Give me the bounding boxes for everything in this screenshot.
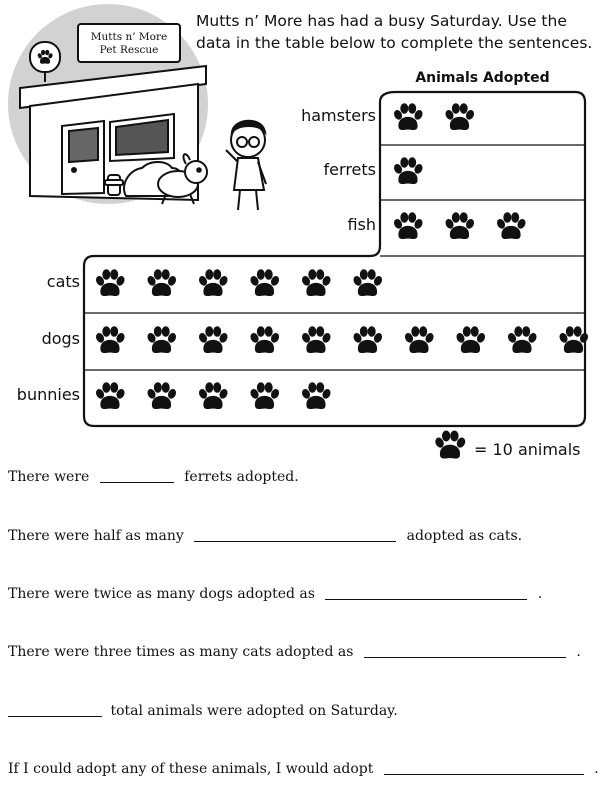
sign-text-line-1: Mutts n’ More (90, 31, 168, 43)
sentence-5-after: total animals were adopted on Saturday. (110, 703, 398, 719)
paw-icon (94, 269, 126, 296)
sign-text-line-2: Pet Rescue (99, 44, 159, 56)
paw-icon (197, 326, 229, 353)
paw-icon (146, 382, 178, 409)
sentence-1-before: There were (8, 469, 90, 485)
paw-icon (495, 212, 527, 239)
paw-icon (249, 269, 281, 296)
row-label-dogs: dogs (41, 329, 80, 348)
paw-icon (455, 326, 487, 353)
sentence-2-after: adopted as cats. (406, 528, 523, 544)
sentence-4-before: There were three times as many cats adopted as (8, 644, 354, 660)
row-label-cats: cats (46, 272, 80, 291)
paw-icon (249, 326, 281, 353)
answer-blank-1[interactable] (100, 468, 174, 483)
sentence-6-before: If I could adopt any of these animals, I would adopt (8, 761, 374, 777)
row-label-fish: fish (347, 215, 376, 234)
row-label-hamsters: hamsters (301, 106, 376, 125)
answer-blank-5[interactable] (8, 702, 102, 717)
sentence-3-before: There were twice as many dogs adopted as (8, 586, 315, 602)
paw-icon (300, 269, 332, 296)
answer-blank-4[interactable] (364, 643, 566, 658)
paw-icon (444, 212, 476, 239)
paw-icon (392, 212, 424, 239)
paw-icon (403, 326, 435, 353)
paw-icon (249, 382, 281, 409)
answer-blank-3[interactable] (325, 585, 527, 600)
paw-icon (300, 382, 332, 409)
answer-blank-6[interactable] (384, 760, 584, 775)
row-label-bunnies: bunnies (16, 385, 80, 404)
sentence-3 (8, 585, 542, 602)
sentence-6 (8, 760, 599, 777)
sentence-5 (8, 702, 398, 719)
sentence-1-after: ferrets adopted. (184, 469, 299, 485)
paw-icon (146, 326, 178, 353)
paw-icon (352, 326, 384, 353)
legend-paw-icon (434, 431, 467, 459)
paw-icon (300, 326, 332, 353)
sentence-2 (8, 527, 522, 544)
sentence-1 (8, 468, 299, 485)
paw-icon (444, 103, 476, 130)
paw-icon (197, 382, 229, 409)
paw-icon (197, 269, 229, 296)
legend-text: = 10 animals (474, 440, 581, 459)
paw-icon (94, 382, 126, 409)
row-label-ferrets: ferrets (323, 160, 376, 179)
paw-icon (506, 326, 538, 353)
paw-icon (94, 326, 126, 353)
intro-text: Mutts n’ More has had a busy Saturday. Use the data in the table below to complete the sentences. (196, 12, 593, 52)
sentence-2-before: There were half as many (8, 528, 184, 544)
sentence-3-after: . (537, 586, 543, 602)
answer-blank-2[interactable] (194, 527, 396, 542)
sentence-4-after: . (576, 644, 581, 660)
paw-icon (392, 103, 424, 130)
paw-icon (392, 157, 424, 184)
sentence-4 (8, 643, 581, 660)
paw-icon (146, 269, 178, 296)
paw-icon (352, 269, 384, 296)
sentence-6-after: . (594, 761, 599, 777)
chart-title: Animals Adopted (415, 70, 550, 86)
